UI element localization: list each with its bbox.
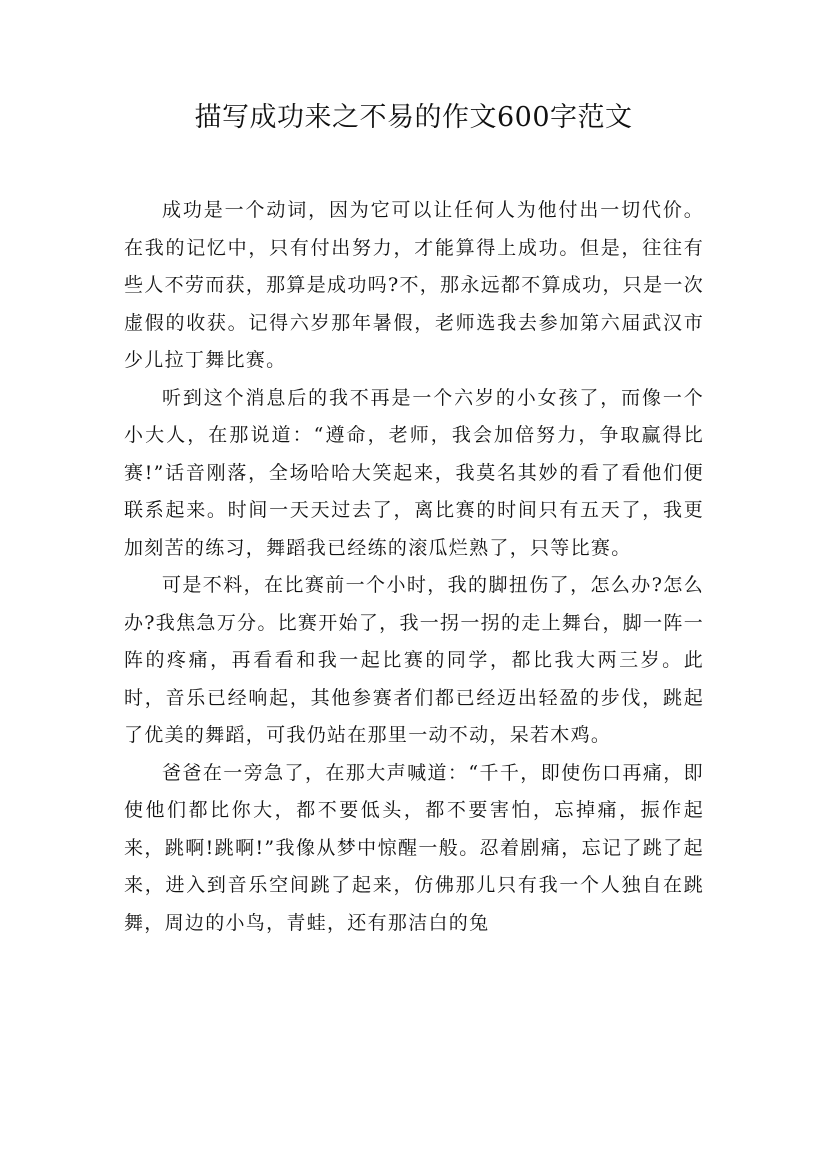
document-body: [124, 192, 704, 942]
document-title: 描写成功来之不易的作文600字范文: [194, 102, 633, 133]
paragraph-1: 成功是一个动词，因为它可以让任何人为他付出一切代价。在我的记忆中，只有付出努力，才能算得上成功。但是，往往有些人不劳而获，那算是成功吗?不，那永远都不算成功，只是一次虚假的收获。记得六岁那年暑假，老师选我去参加第六届武汉市少儿拉丁舞比赛。: [124, 199, 704, 371]
paragraph-3: 可是不料，在比赛前一个小时，我的脚扭伤了，怎么办?怎么办?我焦急万分。比赛开始了，我一拐一拐的走上舞台，脚一阵一阵的疼痛，再看看和我一起比赛的同学，都比我大两三岁。此时，音乐已经响起，其他参赛者们都已经迈出轻盈的步伐，跳起了优美的舞蹈，可我仍站在那里一动不动，呆若木鸡。: [124, 574, 704, 746]
paragraph-4: 爸爸在一旁急了，在那大声喊道：“千千，即使伤口再痛，即使他们都比你大，都不要低头，都不要害怕，忘掉痛，振作起来，跳啊!跳啊!”我像从梦中惊醒一般。忍着剧痛，忘记了跳了起来，进入到音乐空间跳了起来，仿佛那儿只有我一个人独自在跳舞，周边的小鸟，青蛙，还有那洁白的兔: [124, 761, 704, 934]
paragraph-2: 听到这个消息后的我不再是一个六岁的小女孩了，而像一个小大人，在那说道：“遵命，老师，我会加倍努力，争取赢得比赛!”话音刚落，全场哈哈大笑起来，我莫名其妙的看了看他们便联系起来。时间一天天过去了，离比赛的时间只有五天了，我更加刻苦的练习，舞蹈我已经练的滚瓜烂熟了，只等比赛。: [124, 386, 704, 559]
